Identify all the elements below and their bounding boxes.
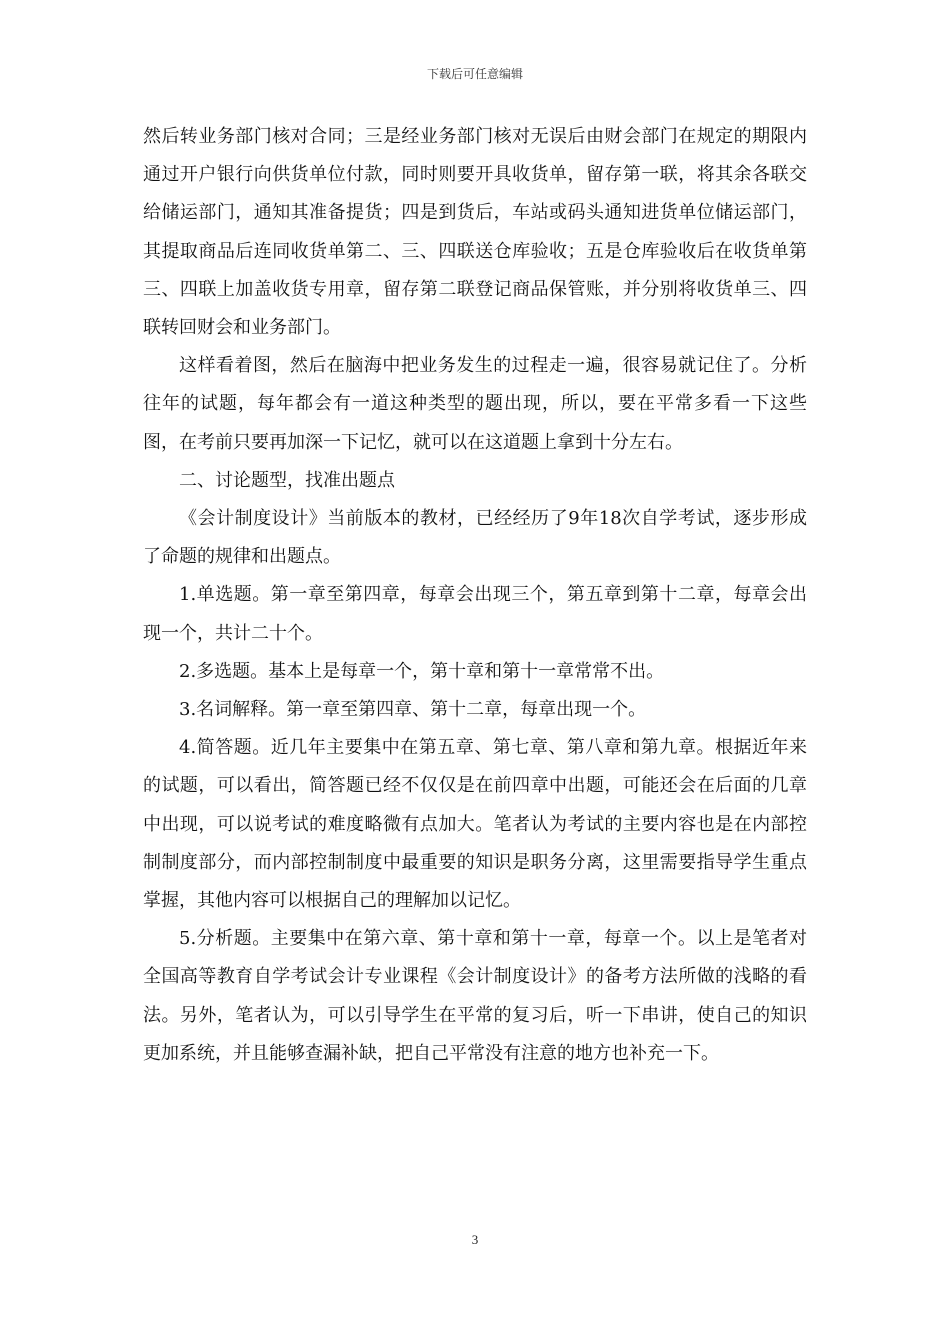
list-item-short-answer: 4.简答题。近几年主要集中在第五章、第七章、第八章和第九章。根据近年来的试题，可以看出，简答题已经不仅仅是在前四章中出题，可能还会在后面的几章中出现，可以说考试的难度略微有点加大。笔者认为考试的主要内容也是在内部控制制度部分，而内部控制制度中最重要的知识是职务分离，这里需要指导学生重点掌握，其他内容可以根据自己的理解加以记忆。: [143, 737, 807, 912]
list-item-multiple-choice: 2.多选题。基本上是每章一个，第十章和第十一章常常不出。: [179, 660, 665, 682]
page-number: 3: [471, 1232, 479, 1247]
list-item-analysis: 5.分析题。主要集中在第六章、第十章和第十一章，每章一个。以上是笔者对全国高等教育自学考试会计专业课程《会计制度设计》的备考方法所做的浅略的看法。另外，笔者认为，可以引导学生在平常的复习后，听一下串讲，使自己的知识更加系统，并且能够查漏补缺，把自己平常没有注意的地方也补充一下。: [143, 928, 807, 1064]
document-body: [143, 118, 807, 1073]
paragraph-continuation: 然后转业务部门核对合同；三是经业务部门核对无误后由财会部门在规定的期限内通过开户银行向供货单位付款，同时则要开具收货单，留存第一联，将其余各联交给储运部门，通知其准备提货；四是到货后，车站或码头通知进货单位储运部门，其提取商品后连同收货单第二、三、四联送仓库验收；五是仓库验收后在收货单第三、四联上加盖收货专用章，留存第二联登记商品保管账，并分别将收货单三、四联转回财会和业务部门。: [143, 126, 807, 339]
list-item-single-choice: 1.单选题。第一章至第四章，每章会出现三个，第五章到第十二章，每章会出现一个，共计二十个。: [143, 584, 807, 644]
page-header: 下载后可任意编辑: [426, 67, 523, 81]
paragraph-summary: 这样看着图，然后在脑海中把业务发生的过程走一遍，很容易就记住了。分析往年的试题，每年都会有一道这种类型的题出现，所以，要在平常多看一下这些图，在考前只要再加深一下记忆，就可以在这道题上拿到十分左右。: [143, 355, 807, 453]
list-item-term-explanation: 3.名词解释。第一章至第四章、第十二章，每章出现一个。: [179, 699, 647, 721]
section-heading: 二、讨论题型，找准出题点: [179, 469, 395, 491]
paragraph-intro: 《会计制度设计》当前版本的教材，已经经历了9年18次自学考试，逐步形成了命题的规律和出题点。: [143, 508, 807, 568]
